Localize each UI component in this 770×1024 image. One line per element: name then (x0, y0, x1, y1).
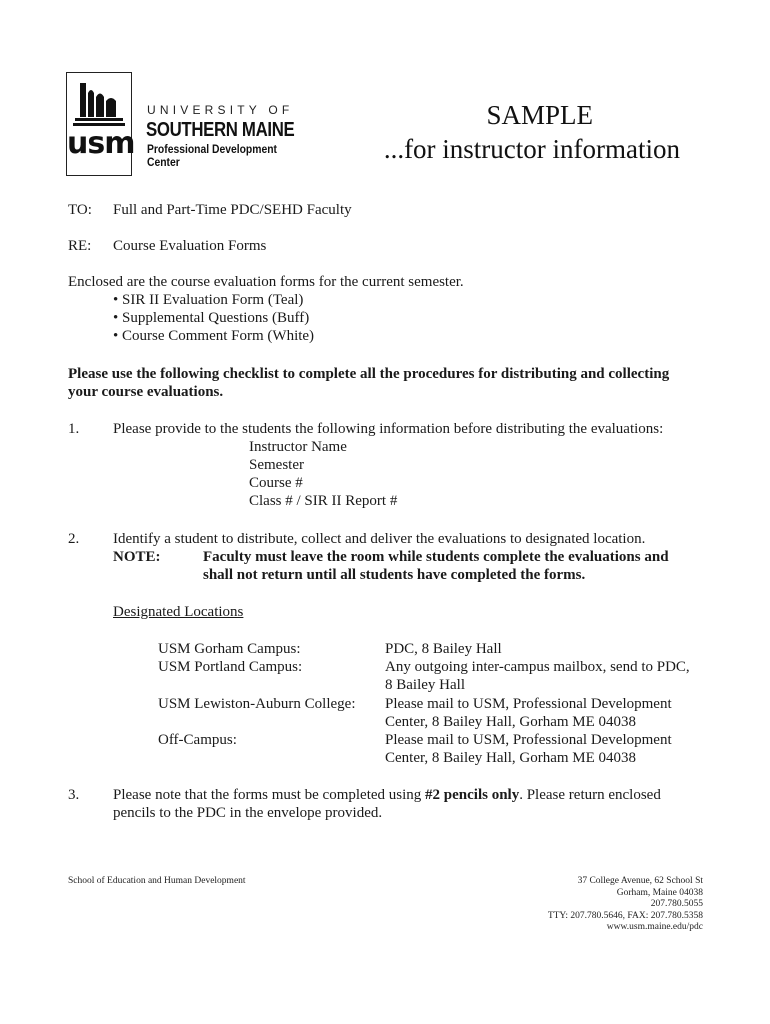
logo-usm-text: usm (67, 126, 135, 161)
form-item: • Course Comment Form (White) (113, 328, 315, 344)
footer-tty-fax: TTY: 207.780.5646, FAX: 207.780.5358 (547, 910, 703, 921)
campus-instructions: 8 Bailey Hall (385, 677, 465, 693)
to-value: Full and Part-Time PDC/SEHD Faculty (113, 202, 352, 218)
step-1-item: Instructor Name (249, 439, 347, 455)
campus-instructions: Please mail to USM, Professional Development (385, 732, 672, 748)
form-item: • Supplemental Questions (Buff) (113, 310, 310, 326)
usm-building-logo-icon (67, 73, 131, 133)
campus-instructions: PDC, 8 Bailey Hall (385, 641, 502, 657)
sample-title: SAMPLE (486, 100, 593, 130)
campus-name: USM Lewiston-Auburn College: (158, 696, 356, 712)
department-line-1: Professional Development (147, 144, 277, 156)
to-label: TO: (68, 202, 92, 218)
step-1-number: 1. (68, 421, 80, 437)
step-1-item: Semester (249, 457, 304, 473)
re-value: Course Evaluation Forms (113, 238, 267, 254)
step-1-item: Class # / SIR II Report # (249, 493, 398, 509)
campus-instructions: Center, 8 Bailey Hall, Gorham ME 04038 (385, 714, 637, 730)
step-3-text (113, 786, 661, 804)
checklist-intro-line-2: your course evaluations. (68, 384, 224, 400)
university-of: UNIVERSITY OF (147, 103, 294, 117)
campus-instructions: Any outgoing inter-campus mailbox, send to PDC, (385, 659, 690, 675)
step-2-number: 2. (68, 531, 80, 547)
footer-phone: 207.780.5055 (650, 899, 703, 909)
step-3-number: 3. (68, 787, 80, 803)
campus-name: USM Portland Campus: (158, 659, 303, 675)
southern-maine: SOUTHERN MAINE (146, 119, 295, 141)
footer-website: www.usm.maine.edu/pdc (606, 922, 703, 932)
department-name (147, 144, 291, 170)
step-1-text: Please provide to the students the following information before distributing the evaluations: (113, 421, 664, 437)
step-3-text-after: . Please return enclosed (519, 787, 661, 803)
step-1-item: Course # (249, 475, 303, 491)
note-line-1: Faculty must leave the room while students complete the evaluations and (203, 549, 669, 565)
footer-address-block (548, 876, 703, 934)
sample-subtitle: ...for instructor information (383, 134, 680, 164)
step-3-line-2: pencils to the PDC in the envelope provided. (113, 805, 383, 821)
locations-heading: Designated Locations (113, 604, 244, 620)
footer-address-line: 37 College Avenue, 62 School St (577, 876, 703, 886)
intro-sentence: Enclosed are the course evaluation forms for the current semester. (68, 274, 464, 290)
campus-instructions: Please mail to USM, Professional Development (385, 696, 672, 712)
note-line-2: shall not return until all students have completed the forms. (203, 567, 586, 583)
note-label: NOTE: (113, 549, 161, 565)
usm-logo (66, 72, 135, 176)
footer-address-line: Gorham, Maine 04038 (616, 887, 703, 898)
step-2-text: Identify a student to distribute, collect and deliver the evaluations to designated location. (113, 531, 646, 547)
step-3-text-before: Please note that the forms must be completed using (113, 787, 426, 803)
checklist-intro-line-1: Please use the following checklist to complete all the procedures for distributing and collecting (68, 366, 670, 382)
campus-instructions: Center, 8 Bailey Hall, Gorham ME 04038 (385, 750, 637, 766)
form-item: • SIR II Evaluation Form (Teal) (113, 292, 304, 308)
step-3-text-bold: #2 pencils only (425, 787, 520, 803)
campus-name: USM Gorham Campus: (158, 641, 301, 657)
campus-name: Off-Campus: (158, 732, 237, 748)
department-line-2: Center (147, 157, 180, 169)
footer-school-name: School of Education and Human Development (68, 876, 246, 886)
re-label: RE: (68, 238, 92, 254)
